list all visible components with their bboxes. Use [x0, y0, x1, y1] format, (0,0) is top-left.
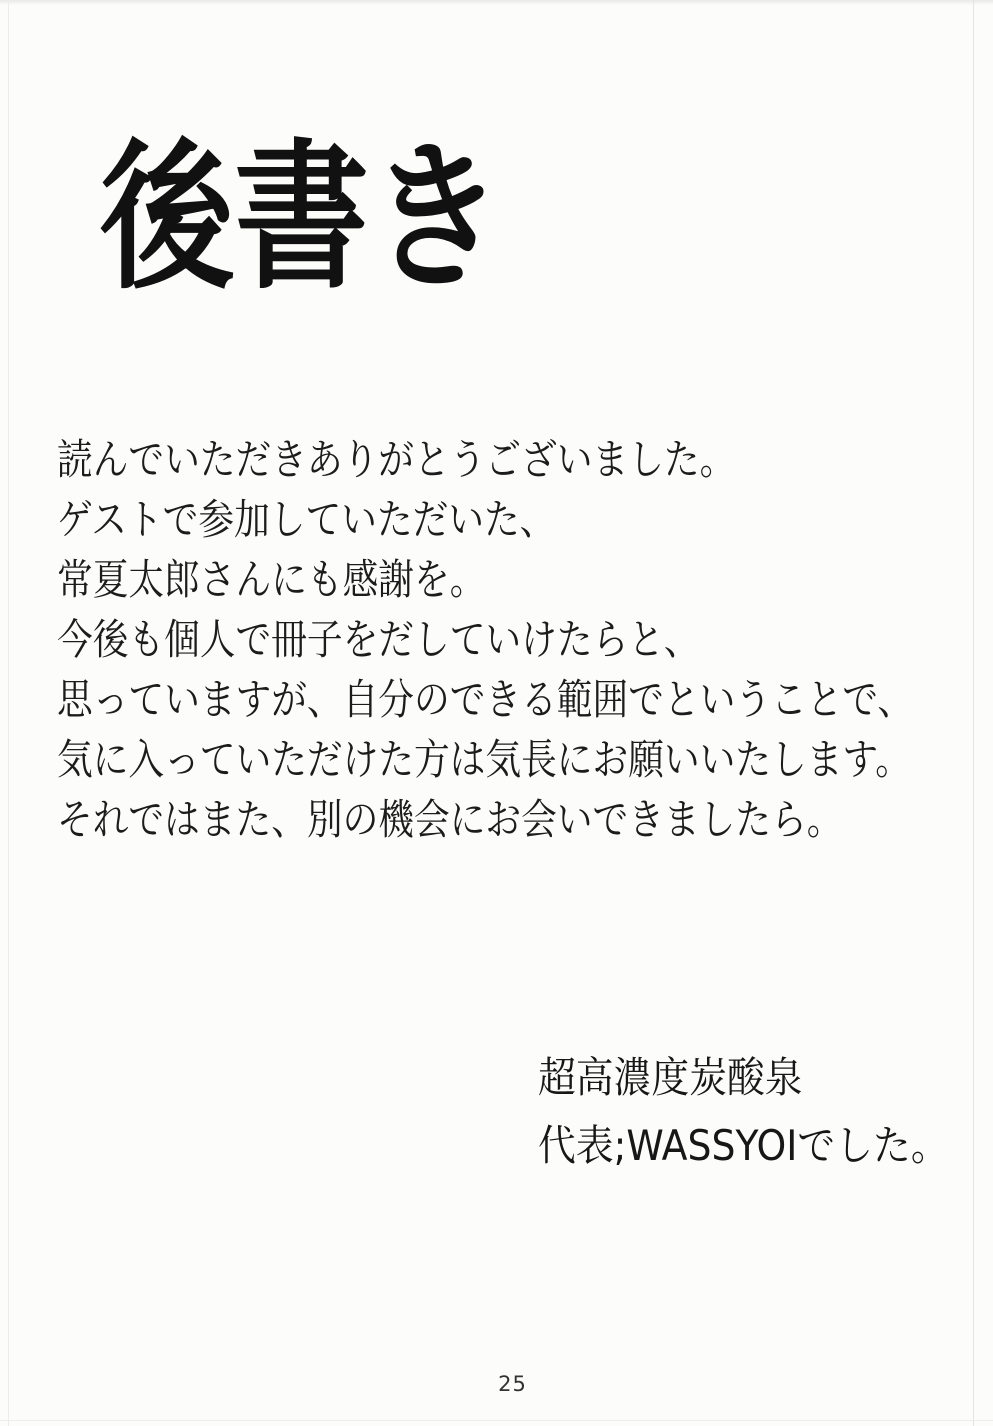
body-line: 気に入っていただけた方は気長にお願いいたします。	[57, 735, 911, 784]
signature-block	[538, 1044, 949, 1180]
scan-edge-left	[8, 0, 9, 1426]
body-line: それではまた、別の機会にお会いできましたら。	[57, 795, 843, 844]
afterword-body	[57, 430, 913, 850]
body-line: ゲストで参加していただいた、	[57, 495, 556, 544]
scan-edge-top	[0, 0, 993, 5]
page-number: 25	[498, 1372, 527, 1396]
page-title: 後書き	[100, 124, 504, 311]
scan-edge-right	[973, 0, 974, 1426]
body-line: 今後も個人で冊子をだしていけたらと、	[57, 615, 700, 664]
body-line: 常夏太郎さんにも感謝を。	[57, 555, 486, 604]
scan-edge-bottom	[0, 1420, 993, 1421]
body-line: 読んでいただきありがとうございました。	[57, 435, 736, 484]
circle-name: 超高濃度炭酸泉	[538, 1053, 803, 1102]
body-line: 思っていますが、自分のできる範囲でということで、	[57, 675, 914, 724]
representative-name: 代表;WASSYOIでした。	[538, 1121, 949, 1170]
